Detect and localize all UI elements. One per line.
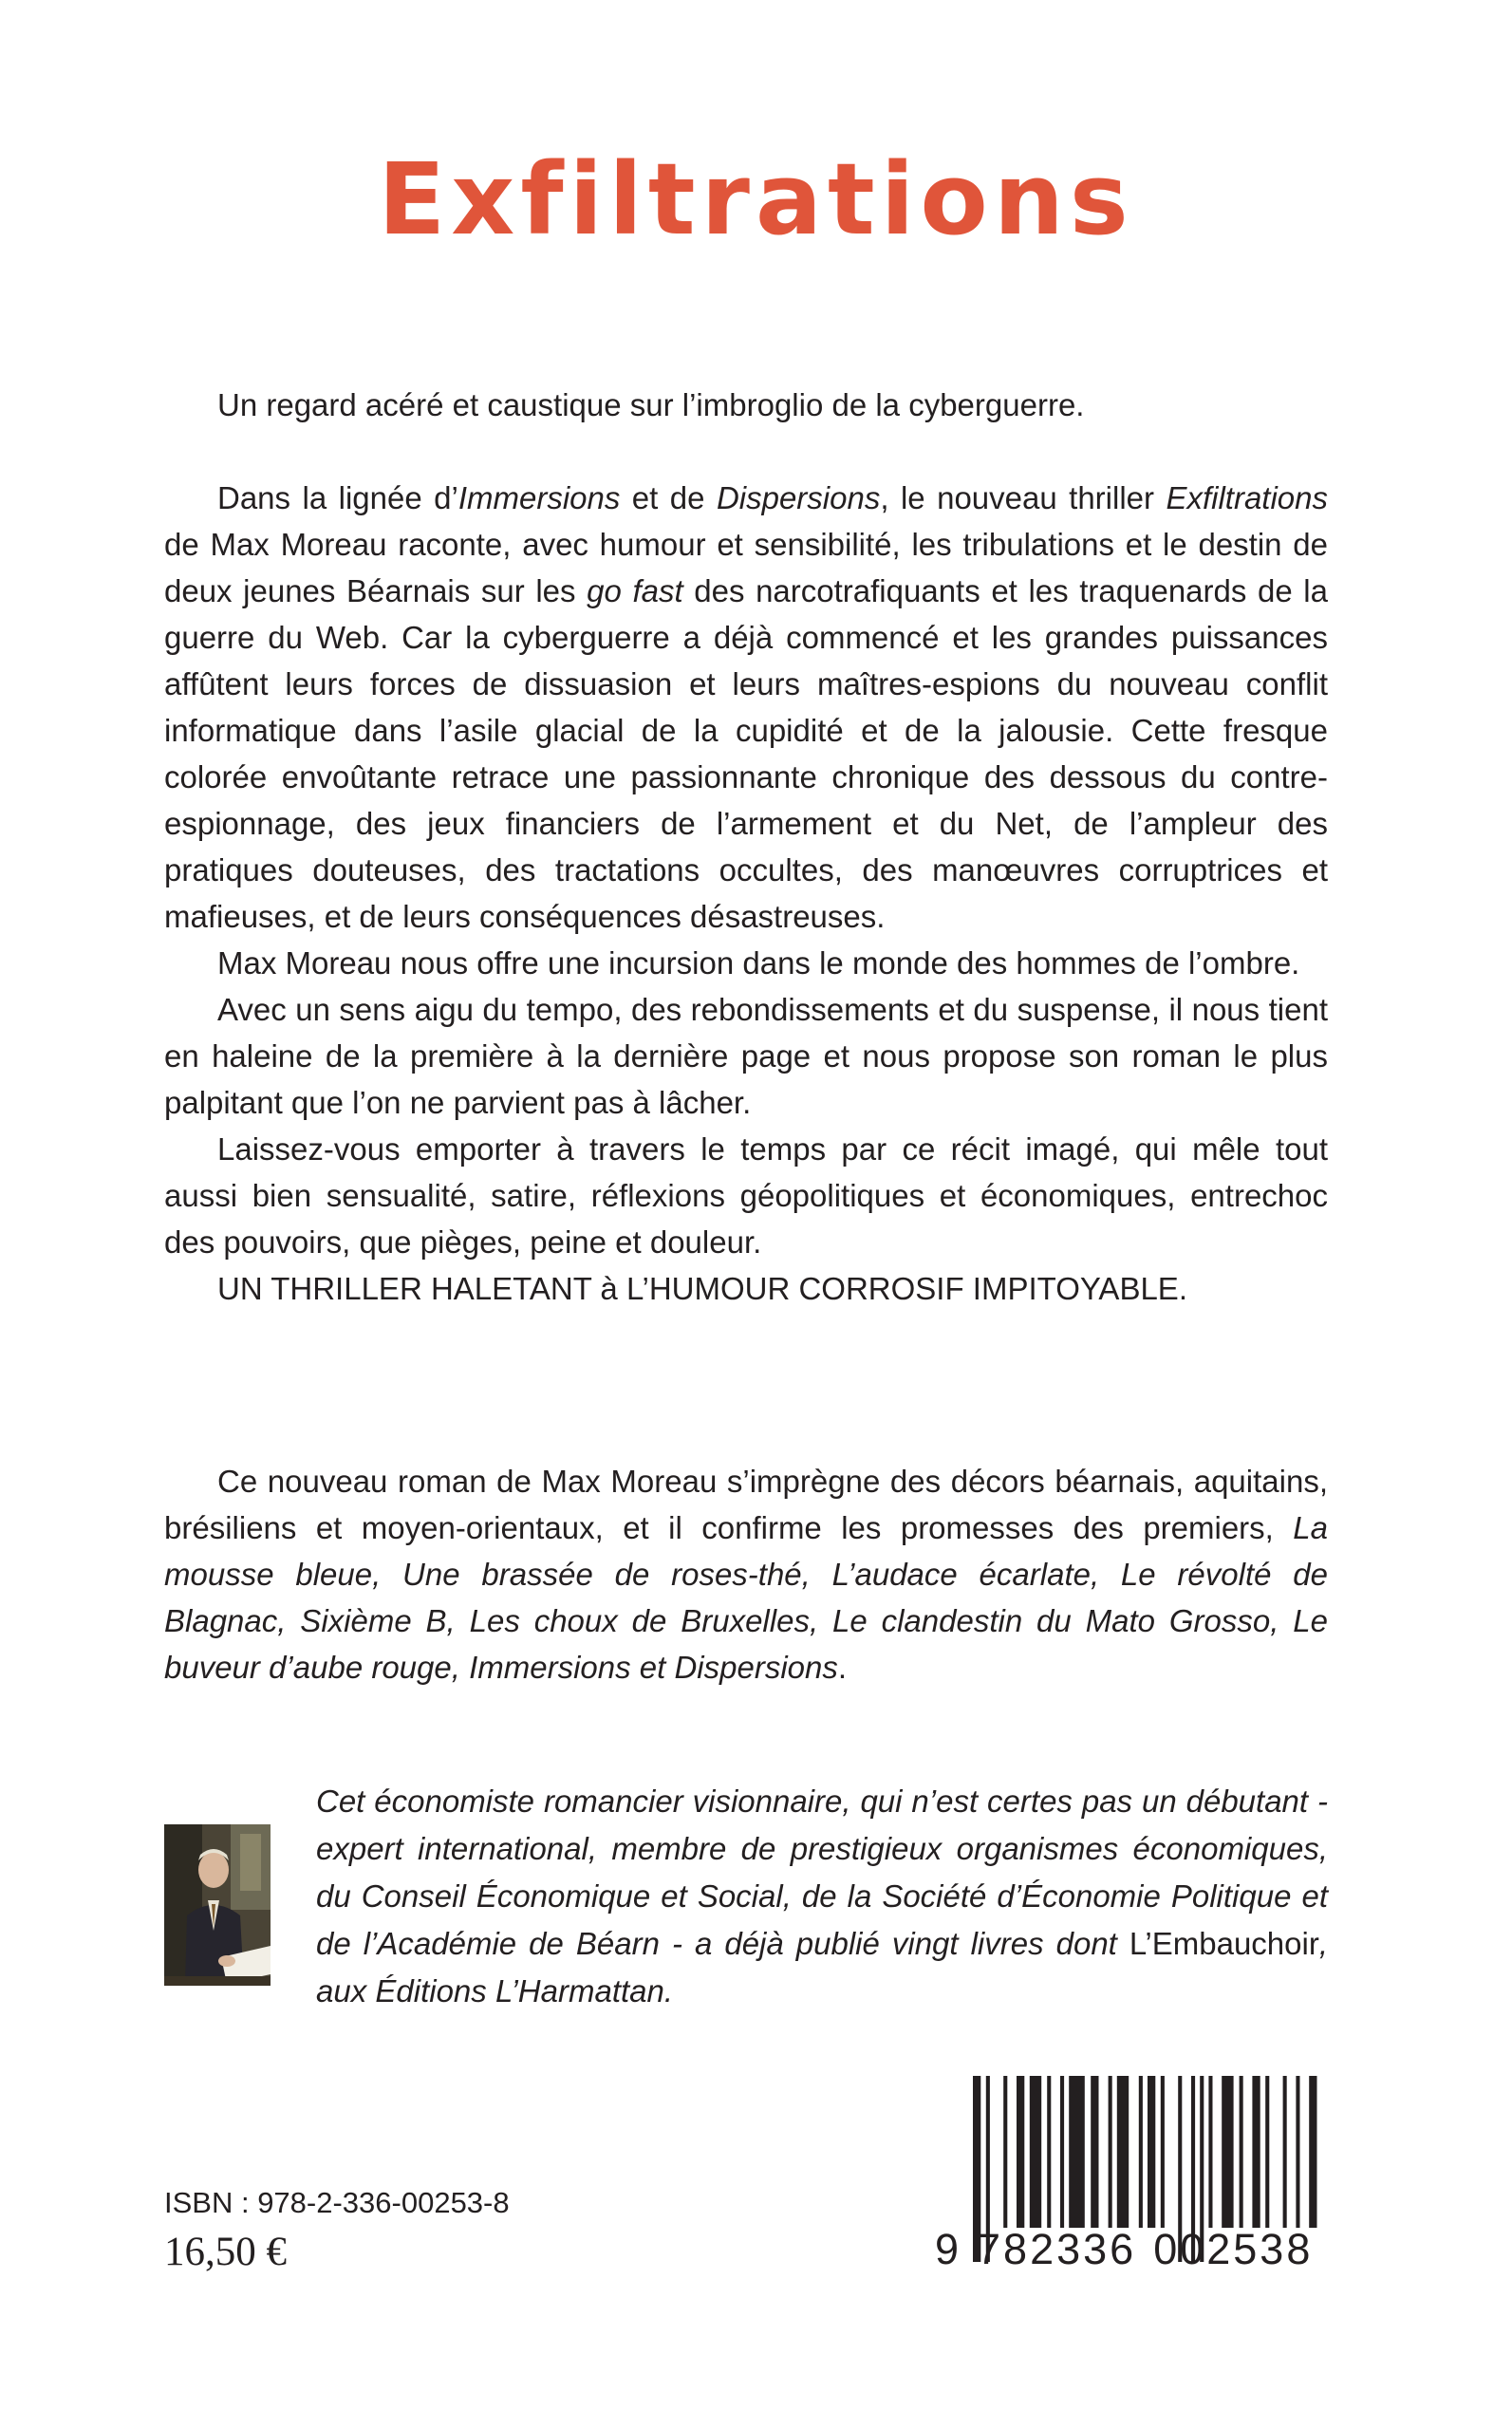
barcode-digits (935, 2225, 1326, 2274)
term-go-fast: go fast (587, 573, 683, 608)
text-run: Cet économiste romancier visionnaire, qui n’est certes pas un débutant - expert international, membre de prestigieux organismes économiques, du Conseil Économique et Social, de la Société d’Économie Politique et de l’Académie de Béarn - a déjà publié vingt livres dont (316, 1784, 1328, 1961)
author-photo-image (164, 1824, 271, 1986)
barcode-lead-digit: 9 (935, 2225, 962, 2273)
blurb-paragraph-5: UN THRILLER HALETANT à L’HUMOUR CORROSIF IMPITOYABLE. (217, 1271, 1187, 1306)
barcode-bar (1003, 2076, 1007, 2228)
book-title: Exfiltrations (378, 141, 1134, 257)
barcode-bar (1109, 2076, 1112, 2228)
author-bio (316, 1778, 1328, 2015)
text-run: et de (620, 480, 717, 515)
title-exfiltrations: Exfiltrations (1166, 480, 1329, 515)
blurb-paragraph-1 (164, 475, 1328, 940)
barcode-bar (1265, 2076, 1269, 2228)
barcode-bar (1240, 2076, 1243, 2228)
previous-novels-paragraph (164, 1458, 1328, 1691)
text-run: , le nouveau thriller (880, 480, 1167, 515)
barcode-bar (1296, 2076, 1299, 2228)
barcode-bar (1047, 2076, 1051, 2228)
previous-novels (164, 1458, 1328, 1691)
title-dispersions: Dispersions (716, 480, 881, 515)
barcode-bar (1017, 2076, 1024, 2228)
tagline (164, 382, 1328, 428)
barcode-bar (1309, 2076, 1316, 2228)
price: 16,50 € (164, 2230, 287, 2274)
barcode-bar (1222, 2076, 1233, 2228)
barcode-group-2: 002538 (1153, 2225, 1314, 2273)
barcode-bar (1139, 2076, 1143, 2228)
book-embauchoir: L’Embauchoir (1129, 1926, 1319, 1961)
barcode-bar (1060, 2076, 1064, 2228)
text-run: Dans la lignée d’ (217, 480, 458, 515)
barcode-bar (1283, 2076, 1287, 2228)
barcode-bar (1161, 2076, 1165, 2228)
barcode-bar (1091, 2076, 1098, 2228)
text-run: des narcotrafiquants et les traquenards de la guerre du Web. Car la cyberguerre a déjà commencé et les grandes puissances affûtent leurs forces de dissuasion et leurs maîtres-espions du nouveau conflit informatique dans l’asile glacial de la cupidité et de la jalousie. Cette fresque colorée envoûtante retrace une passionnante chronique des dessous du contre-espionnage, des jeux financiers de l’armement et du Net, de l’ampleur des pratiques douteuses, des tractations occultes, des manœuvres corruptrices et mafieuses, et de leurs conséquences désastreuses. (164, 573, 1328, 934)
barcode-bar (1117, 2076, 1129, 2228)
title-immersions: Immersions (457, 480, 621, 515)
isbn: ISBN : 978-2-336-00253-8 (164, 2186, 510, 2219)
text-run: . (837, 1650, 848, 1685)
blurb (164, 475, 1328, 1312)
author-photo (164, 1824, 271, 1986)
barcode-bar (1208, 2076, 1212, 2228)
text-run: Ce nouveau roman de Max Moreau s’imprègne des décors béarnais, aquitains, brésiliens et moyen-orientaux, et il confirme les promesses des premiers, (164, 1464, 1328, 1545)
tagline-text: Un regard acéré et caustique sur l’imbroglio de la cyberguerre. (217, 387, 1085, 422)
barcode-bar (1148, 2076, 1155, 2228)
text-run: , aux Éditions L’Harmattan. (316, 1926, 1328, 2008)
barcode-group-1: 782336 (977, 2225, 1137, 2273)
blurb-paragraph-3: Avec un sens aigu du tempo, des rebondissements et du suspense, il nous tient en haleine de la première à la dernière page et nous propose son roman le plus palpitant que l’on ne parvient pas à lâcher. (164, 992, 1328, 1120)
blurb-paragraph-2: Max Moreau nous offre une incursion dans le monde des hommes de l’ombre. (217, 945, 1300, 981)
text-run: de Max Moreau raconte, avec humour et sensibilité, les tribulations et le destin de deux jeunes Béarnais sur les (164, 527, 1328, 608)
novel-titles: La mousse bleue, Une brassée de roses-thé, L’audace écarlate, Le révolté de Blagnac, Sixième B, Les choux de Bruxelles, Le clandestin du Mato Grosso, Le buveur d’aube rouge, Immersions et Dispersions (164, 1510, 1328, 1685)
barcode-bar (1252, 2076, 1260, 2228)
barcode-bar (1030, 2076, 1041, 2228)
barcode-bar (1069, 2076, 1085, 2228)
blurb-paragraph-4: Laissez-vous emporter à travers le temps par ce récit imagé, qui mêle tout aussi bien sensualité, satire, réflexions géopolitiques et économiques, entrechoc des pouvoirs, que pièges, peine et douleur. (164, 1131, 1328, 1260)
